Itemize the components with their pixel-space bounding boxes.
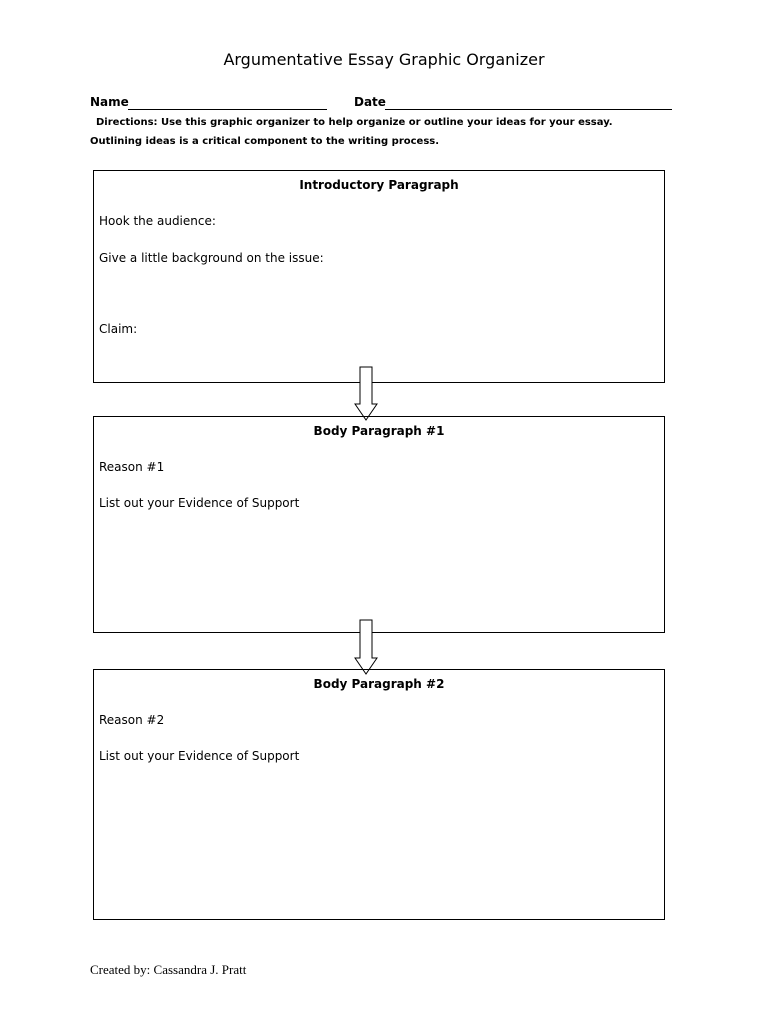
- prompt-evidence: List out your Evidence of Support: [99, 496, 300, 510]
- down-arrow-icon: [354, 619, 378, 675]
- prompt-hook: Hook the audience:: [99, 214, 216, 228]
- body-paragraph-2-box[interactable]: [93, 669, 665, 920]
- box-title: Body Paragraph #1: [313, 424, 445, 438]
- footer-credit: Created by: Cassandra J. Pratt: [90, 962, 247, 977]
- directions-line-2: Outlining ideas is a critical component to the writing process.: [90, 136, 440, 147]
- date-label: Date: [354, 95, 386, 109]
- prompt-reason: Reason #1: [99, 460, 165, 474]
- page-title: Argumentative Essay Graphic Organizer: [223, 50, 545, 69]
- directions-line-1: Directions: Use this graphic organizer to help organize or outline your ideas for your essay.: [96, 117, 613, 128]
- box-title: Introductory Paragraph: [299, 178, 459, 192]
- introductory-paragraph-box[interactable]: [93, 170, 665, 383]
- box-title: Body Paragraph #2: [313, 677, 445, 691]
- prompt-claim: Claim:: [99, 322, 138, 336]
- prompt-reason: Reason #2: [99, 713, 165, 727]
- name-label: Name: [90, 95, 129, 109]
- prompt-evidence: List out your Evidence of Support: [99, 749, 300, 763]
- date-line: [385, 109, 672, 110]
- body-paragraph-1-box[interactable]: [93, 416, 665, 633]
- prompt-background: Give a little background on the issue:: [99, 251, 324, 265]
- down-arrow-icon: [354, 366, 378, 421]
- name-line: [128, 109, 327, 110]
